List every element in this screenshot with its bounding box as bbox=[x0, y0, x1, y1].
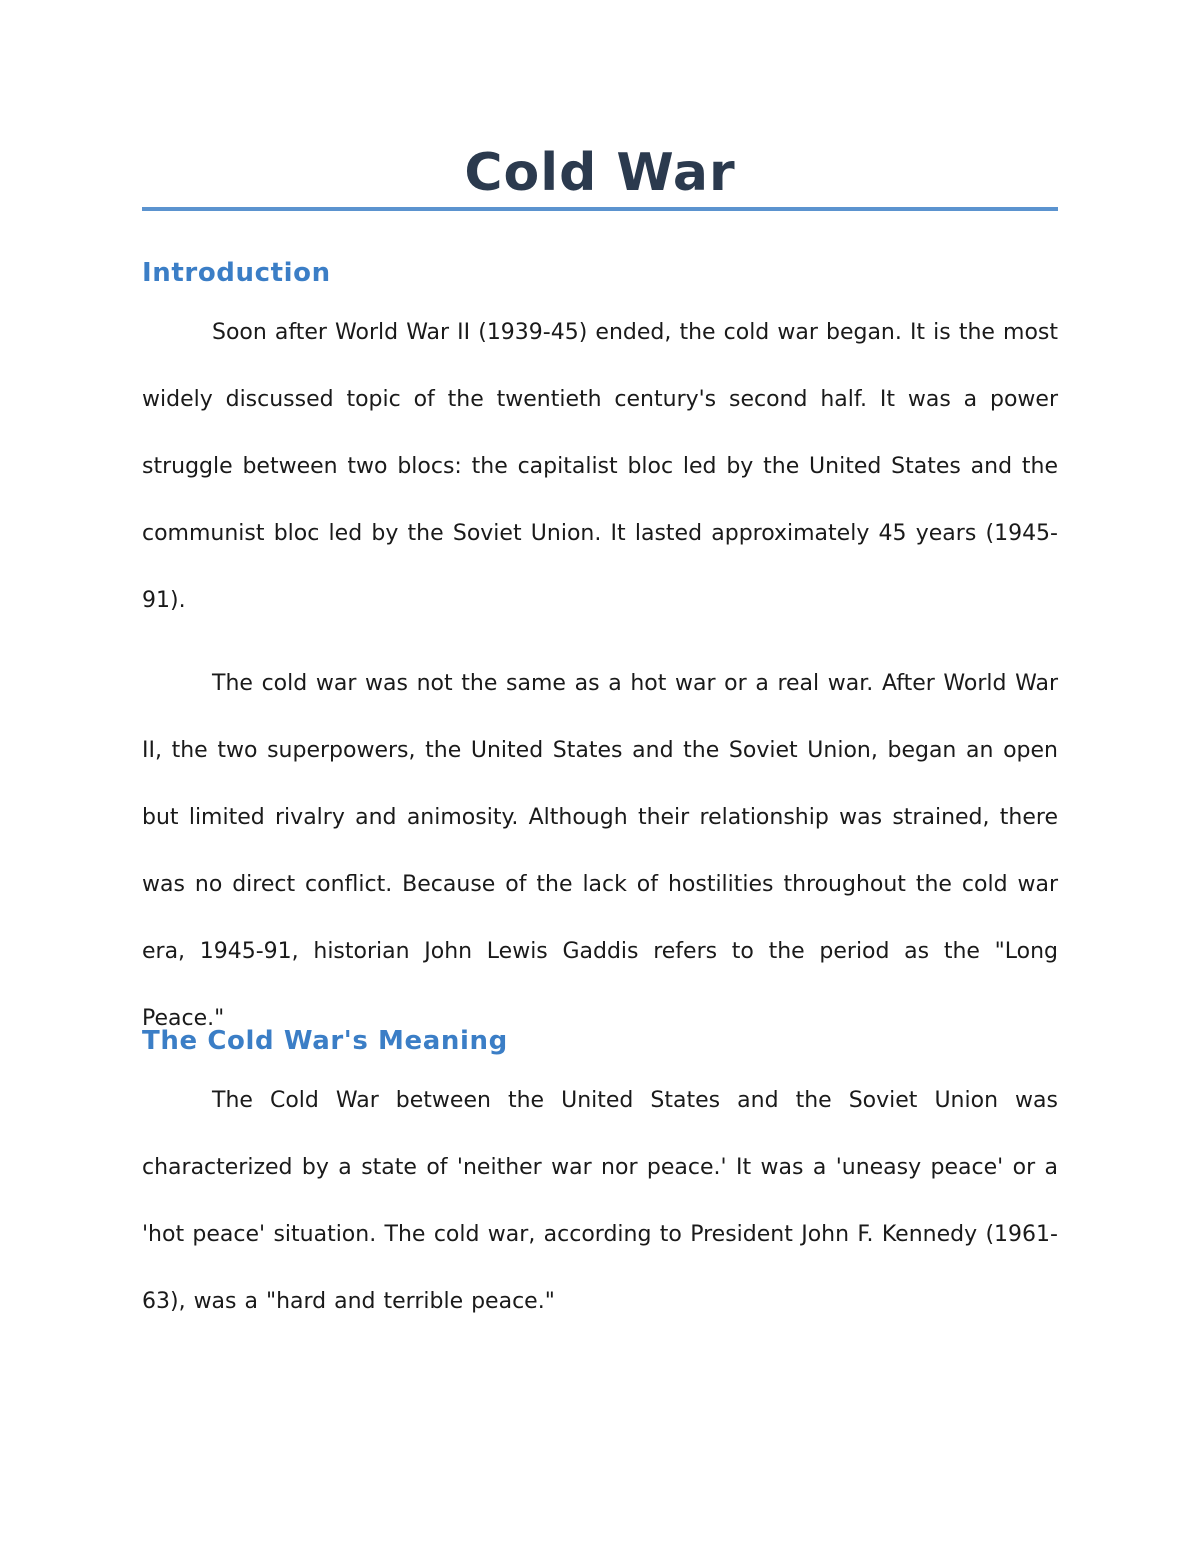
section-heading-meaning: The Cold War's Meaning bbox=[142, 1026, 508, 1056]
paragraph: Soon after World War II (1939-45) ended, the cold war began. It is the most widely discussed topic of the twentieth century's second half. It was a power struggle between two blocs: the capitalist bloc led by the United States and the communist bloc led by the Soviet Union. It lasted approximately 45 years (1945-91). bbox=[142, 320, 1058, 613]
paragraph: The Cold War between the United States and the Soviet Union was characterized by a state of 'neither war nor peace.' It was a 'uneasy peace' or a 'hot peace' situation. The cold war, according to President John F. Kennedy (1961-63), was a "hard and terrible peace." bbox=[142, 1088, 1058, 1314]
document-title: Cold War bbox=[464, 143, 736, 203]
title-underline bbox=[142, 207, 1058, 211]
paragraph: The cold war was not the same as a hot war or a real war. After World War II, the two superpowers, the United States and the Soviet Union, began an open but limited rivalry and animosity. Although their relationship was strained, there was no direct conflict. Because of the lack of hostilities throughout the cold war era, 1945-91, historian John Lewis Gaddis refers to the period as the "Long Peace." bbox=[142, 671, 1058, 1031]
section-heading-introduction: Introduction bbox=[142, 258, 331, 288]
